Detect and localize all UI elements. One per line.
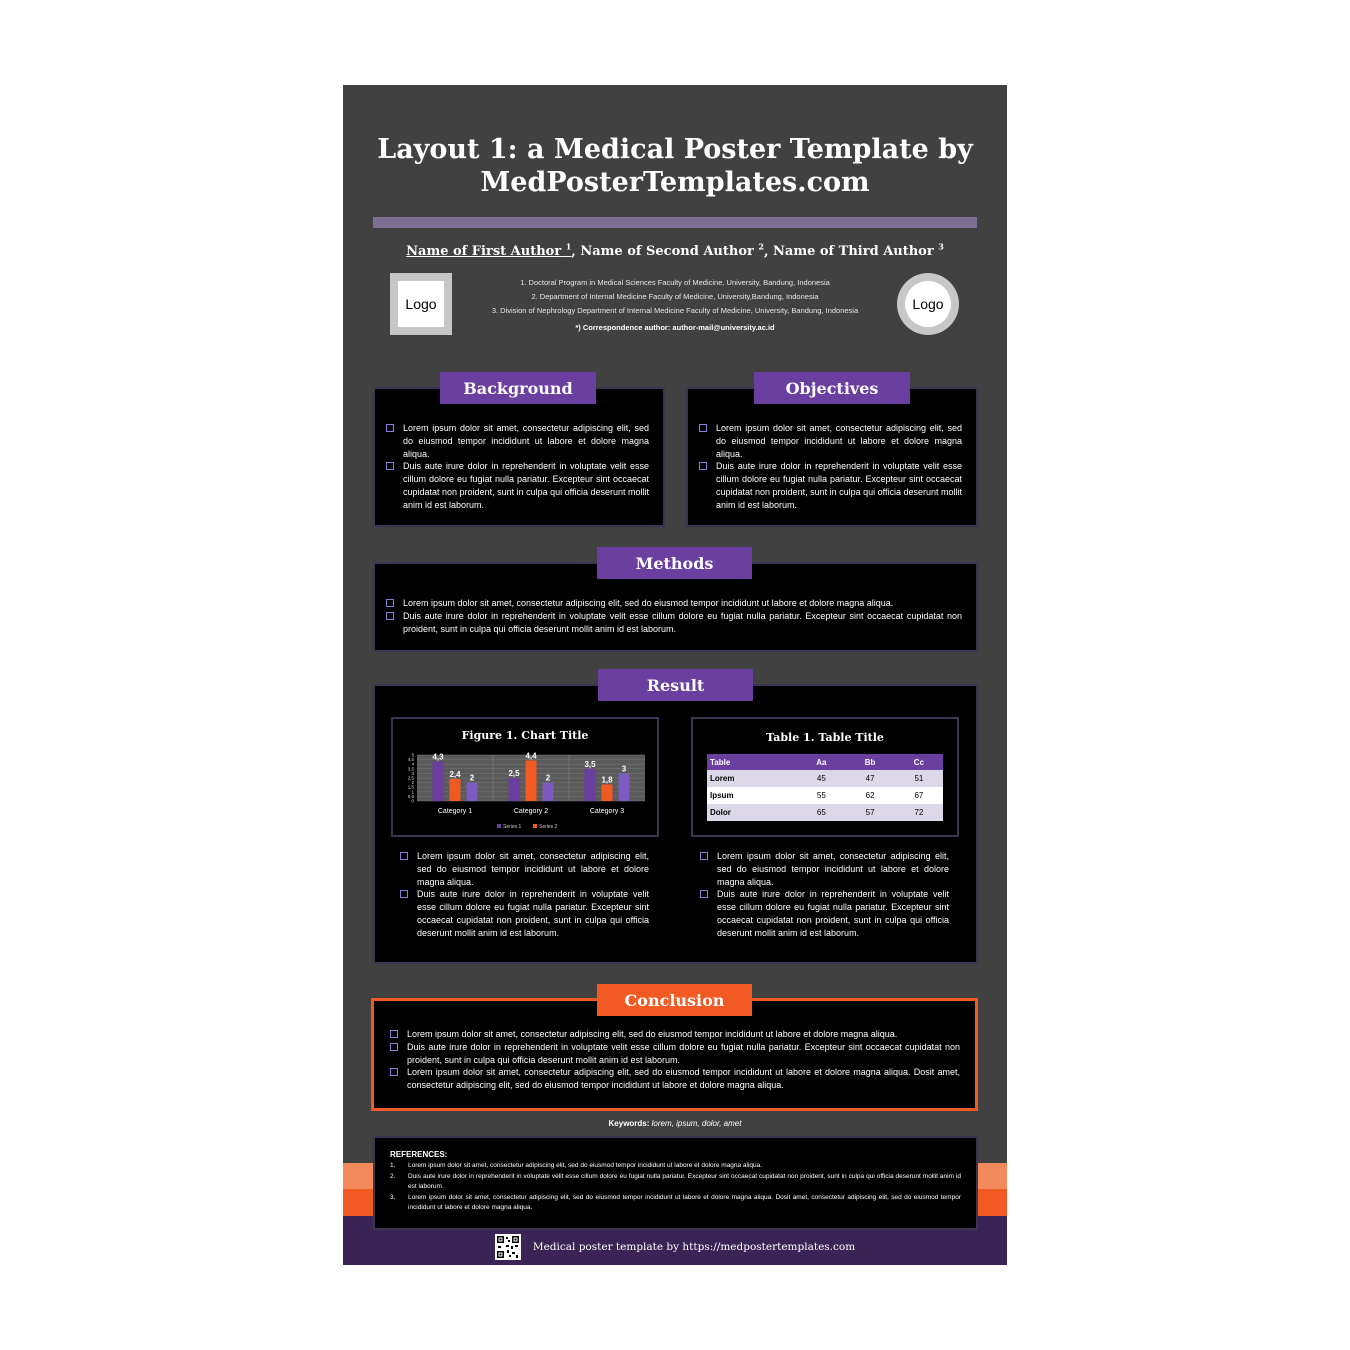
right-logo [897, 273, 959, 335]
table-cell: Ipsum [707, 787, 797, 804]
y-tick-label: 3 [411, 770, 414, 776]
list-item: Duis aute irure dolor in reprehenderit in voluptate velit esse cillum dolore eu fugiat nulla pariatur. Excepteur sint occaecat cupidatat non proident, sunt in culpa qui officia deserunt mollit anim id est laborum. [389, 1041, 960, 1067]
table-row [707, 804, 943, 821]
table-cell: Lorem [707, 770, 797, 787]
qr-code-icon [495, 1234, 521, 1260]
bar [526, 761, 537, 801]
bar [450, 779, 461, 801]
data-table [707, 754, 943, 821]
y-tick-label: 4 [411, 761, 414, 767]
reference-item: 3. Lorem ipsum dolor sit amet, consectetur adipiscing elit, sed do eiusmod tempor incididunt ut labore et dolore magna aliqua. Dosit amet, consectetur adipiscing elit, sed do eiusmod tempor incididunt ut labore et dolore magna aliqua. [390, 1193, 961, 1212]
list-item: Duis aute irure dolor in reprehenderit in voluptate velit esse cillum dolore eu fugiat nulla pariatur. Excepteur sint occaecat cupidatat non proident, sunt in culpa qui officia deserunt mollit anim id est laborum. [399, 888, 649, 939]
poster-title [343, 133, 1007, 199]
author-list: Name of First Author $^1$, Name of Second Author $^2$, Name of Third Author $^3$ [406, 242, 944, 260]
bar [509, 778, 520, 801]
table-cell: 72 [895, 804, 943, 821]
table-cell: 65 [797, 804, 845, 821]
y-tick-label: 2 [411, 780, 414, 786]
legend-label: Series 1 [503, 824, 522, 830]
conclusion-heading: Conclusion [597, 984, 752, 1016]
bar [619, 773, 630, 801]
methods-heading: Methods [597, 547, 752, 579]
table-cell: 62 [845, 787, 894, 804]
y-tick-label: 5 [411, 752, 414, 758]
footer-credit: Medical poster template by https://medpostertemplates.com [532, 1241, 856, 1253]
bar-chart [393, 735, 657, 835]
table-cell: 45 [797, 770, 845, 787]
list-item: Lorem ipsum dolor sit amet, consectetur adipiscing elit, sed do eiusmod tempor incididunt ut labore et dolore magna aliqua. [389, 1028, 960, 1041]
data-label: 2,5 [508, 769, 520, 778]
bar [543, 783, 554, 801]
table-cell: 47 [845, 770, 894, 787]
reference-item: 1. Lorem ipsum dolor sit amet, consectetur adipiscing elit, sed do eiusmod tempor incididunt ut labore et dolore magna aliqua. [390, 1162, 763, 1169]
bar [467, 783, 478, 801]
x-tick-label: Category 3 [589, 808, 625, 815]
keywords [343, 1119, 1007, 1128]
table-cell: 57 [845, 804, 894, 821]
background-heading: Background [440, 372, 596, 404]
table-panel [691, 717, 959, 837]
title-line-1: Layout 1: a Medical Poster Template by [377, 134, 973, 165]
data-label: 1,8 [601, 775, 613, 785]
data-label: 3 [621, 764, 627, 774]
first-author: Name of First Author $^1$ [406, 242, 572, 260]
second-author: Name of Second Author $^2$ [580, 242, 764, 260]
background-section [373, 387, 665, 527]
result-heading: Result [598, 669, 753, 701]
objectives-heading: Objectives [754, 372, 910, 404]
title-line-2: MedPosterTemplates.com [480, 167, 870, 198]
table-cell: 67 [895, 787, 943, 804]
y-tick-label: 1 [411, 789, 414, 795]
list-item: Duis aute irure dolor in reprehenderit in voluptate velit esse cillum dolore eu fugiat nulla pariatur. Excepteur sint occaecat cupidatat non proident, sunt in culpa qui officia deserunt mollit anim id est laborum. [385, 610, 962, 636]
keywords-label: Keywords: [608, 1119, 650, 1128]
y-tick-label: 0,5 [407, 793, 414, 799]
table-header-cell: Bb [845, 754, 894, 770]
data-label: 2 [469, 773, 475, 783]
list-item: Duis aute irure dolor in reprehenderit in voluptate velit esse cillum dolore eu fugiat nulla pariatur. Excepteur sint occaecat cupidatat non proident, sunt in culpa qui officia deserunt mollit anim id est laborum. [699, 888, 949, 939]
bar [602, 784, 613, 801]
result-section [373, 684, 978, 964]
footer [343, 1233, 1007, 1261]
table-header-cell: Aa [797, 754, 845, 770]
poster [343, 85, 1007, 1265]
affiliation-3: 3. Division of Nephrology Department of Internal Medicine Faculty of Medicine, University, Bandung, Indonesia [491, 306, 859, 315]
x-tick-label: Category 2 [513, 808, 549, 815]
table-cell: 55 [797, 787, 845, 804]
table-header-cell: Cc [895, 754, 943, 770]
left-logo-label: Logo [398, 281, 444, 327]
list-item: Lorem ipsum dolor sit amet, consectetur adipiscing elit, sed do eiusmod tempor incididunt ut labore et dolore magna aliqua. Dosit amet, consectetur adipiscing elit, sed do eiusmod tempor incididunt ut labore et dolore magna aliqua. [389, 1066, 960, 1092]
right-logo-label: Logo [905, 281, 951, 327]
title-divider [373, 217, 977, 228]
list-item: Duis aute irure dolor in reprehenderit in voluptate velit esse cillum dolore eu fugiat nulla pariatur. Excepteur sint occaecat cupidatat non proident, sunt in culpa qui officia deserunt mollit anim id est laborum. [385, 460, 649, 511]
table-title: Table 1. Table Title [766, 731, 884, 744]
affiliations [463, 276, 887, 335]
left-logo [390, 273, 452, 335]
list-item: Lorem ipsum dolor sit amet, consectetur adipiscing elit, sed do eiusmod tempor incididunt ut labore et dolore magna aliqua. [385, 422, 649, 460]
list-item: Lorem ipsum dolor sit amet, consectetur adipiscing elit, sed do eiusmod tempor incididunt ut labore et dolore magna aliqua. [699, 850, 949, 888]
y-tick-label: 1,5 [407, 784, 414, 790]
list-item: Lorem ipsum dolor sit amet, consectetur adipiscing elit, sed do eiusmod tempor incididunt ut labore et dolore magna aliqua. [698, 422, 962, 460]
table-header-row [707, 754, 943, 770]
data-label: 2 [545, 773, 551, 783]
affiliation-1: 1. Doctoral Program in Medical Sciences Faculty of Medicine, University, Bandung, Indonesia [520, 278, 830, 287]
figure-panel [391, 717, 659, 837]
legend-swatch [497, 824, 501, 828]
reference-item: 2. Duis aute irure dolor in reprehenderit in voluptate velit esse cillum dolore eu fugiat nulla pariatur. Excepteur sint occaecat cupidatat non proident, sunt in culpa qui officia deserunt mollit anim id est laborum. [390, 1172, 961, 1191]
y-tick-label: 2,5 [407, 775, 414, 781]
references-section [373, 1136, 978, 1230]
list-item: Lorem ipsum dolor sit amet, consectetur adipiscing elit, sed do eiusmod tempor incididunt ut labore et dolore magna aliqua. [399, 850, 649, 888]
y-tick-label: 4,5 [407, 757, 414, 763]
table-cell: 51 [895, 770, 943, 787]
table-row [707, 770, 943, 787]
objectives-section [686, 387, 978, 527]
legend-swatch [533, 824, 537, 828]
table-header-cell: Table [707, 754, 797, 770]
affiliation-2: 2. Department of Internal Medicine Faculty of Medicine, University,Bandung, Indonesia [531, 292, 819, 301]
data-label: 3,5 [584, 759, 596, 769]
x-tick-label: Category 1 [437, 808, 473, 815]
legend-label: Series 2 [539, 824, 558, 830]
data-label: 4,4 [525, 751, 537, 761]
list-item: Lorem ipsum dolor sit amet, consectetur adipiscing elit, sed do eiusmod tempor incididunt ut labore et dolore magna aliqua. [385, 597, 962, 610]
bar [585, 769, 596, 801]
data-label: 2,4 [449, 769, 461, 779]
references-heading: REFERENCES: [390, 1150, 448, 1159]
y-tick-label: 3,5 [407, 766, 414, 772]
y-tick-label: 0 [411, 798, 414, 804]
table-cell: Dolor [707, 804, 797, 821]
figure-title: Figure 1. Chart Title [461, 729, 589, 742]
bar [433, 761, 444, 801]
list-item: Duis aute irure dolor in reprehenderit in voluptate velit esse cillum dolore eu fugiat nulla pariatur. Excepteur sint occaecat cupidatat non proident, sunt in culpa qui officia deserunt mollit anim id est laborum. [698, 460, 962, 511]
data-label: 4,3 [432, 752, 444, 762]
keywords-value: lorem, ipsum, dolor, amet [649, 1119, 742, 1128]
table-row [707, 787, 943, 804]
correspondence-author: *) Correspondence author: author-mail@university.ac.id [575, 323, 775, 332]
third-author: Name of Third Author $^3$ [773, 242, 944, 260]
